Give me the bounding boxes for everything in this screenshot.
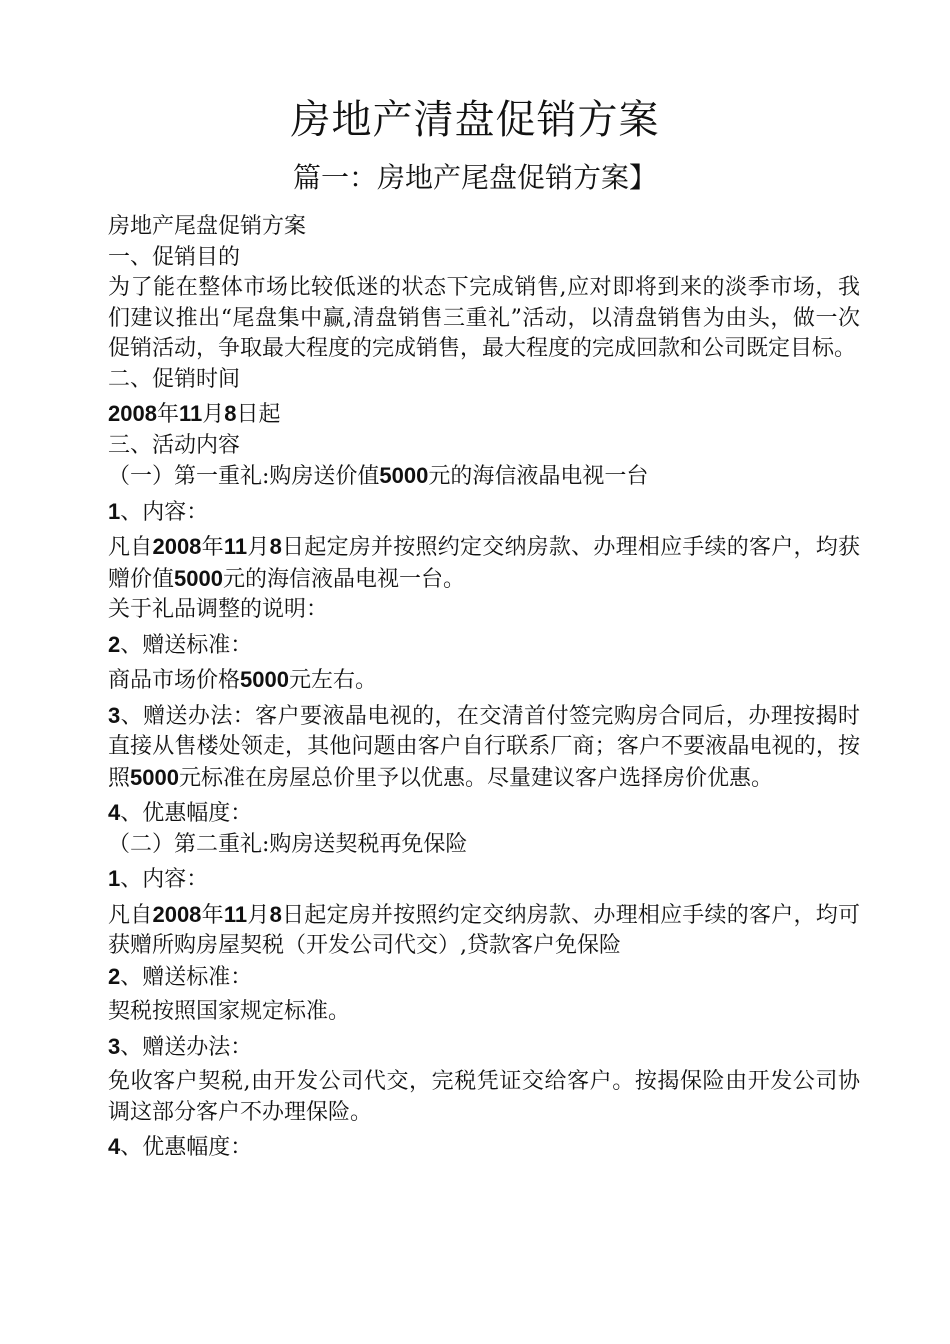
paragraph-heading: 房地产尾盘促销方案 <box>108 214 307 239</box>
gift-one-content-text: 凡自2008年11月8日起定房并按照约定交纳房款、办理相应手续的客户，均获赠价值5000元的海信液晶电视一台。 <box>108 534 860 592</box>
gift-two-item-standard: 2、赠送标准： <box>108 963 253 990</box>
gift-two-standard-text: 契税按照国家规定标准。 <box>108 999 351 1024</box>
gift-two-item-discount: 4、优惠幅度： <box>108 1134 253 1160</box>
section-heading-content: 三、活动内容 <box>108 432 241 458</box>
gift-one-heading: （一）第一重礼:购房送价值5000元的海信液晶电视一台 <box>108 463 649 489</box>
gift-one-method-text: 3、赠送办法：客户要液晶电视的，在交清首付签完购房合同后，办理按揭时直接从售楼处领走，其他问题由客户自行联系厂商；客户不要液晶电视的，按照5000元标准在房屋总价里予以优惠。尽量建议客户选择房价优惠。 <box>108 702 860 791</box>
gift-one-item-content: 1、内容： <box>108 498 209 525</box>
gift-two-content-text: 凡自2008年11月8日起定房并按照约定交纳房款、办理相应手续的客户，均可获赠所购房屋契税（开发公司代交）,贷款客户免保险 <box>108 901 860 958</box>
document-body <box>108 212 860 1164</box>
gift-two-heading: （二）第二重礼:购房送契税再免保险 <box>108 831 468 857</box>
gift-adjust-note: 关于礼品调整的说明： <box>108 597 329 622</box>
gift-two-method-text: 免收客户契税,由开发公司代交，完税凭证交给客户。按揭保险由开发公司协调这部分客户不办理保险。 <box>108 1069 860 1125</box>
document-title: 房地产清盘促销方案 <box>290 97 660 143</box>
gift-one-item-standard: 2、赠送标准： <box>108 631 253 658</box>
paragraph-time: 2008年11月8日起 <box>108 401 281 427</box>
document-subtitle: 篇一：房地产尾盘促销方案】 <box>292 161 657 194</box>
gift-two-item-method: 3、赠送办法： <box>108 1033 253 1060</box>
paragraph-purpose: 为了能在整体市场比较低迷的状态下完成销售,应对即将到来的淡季市场，我们建议推出“尾盘集中赢,清盘销售三重礼”活动，以清盘销售为由头，做一次促销活动，争取最大程度的完成销售，最大程度的完成回款和公司既定目标。 <box>108 275 860 361</box>
gift-one-item-discount: 4、优惠幅度： <box>108 800 253 826</box>
section-heading-purpose: 一、促销目的 <box>108 244 241 270</box>
gift-two-item-content: 1、内容： <box>108 866 209 892</box>
gift-one-standard-text: 商品市场价格5000元左右。 <box>108 667 377 693</box>
section-heading-time: 二、促销时间 <box>108 366 241 392</box>
